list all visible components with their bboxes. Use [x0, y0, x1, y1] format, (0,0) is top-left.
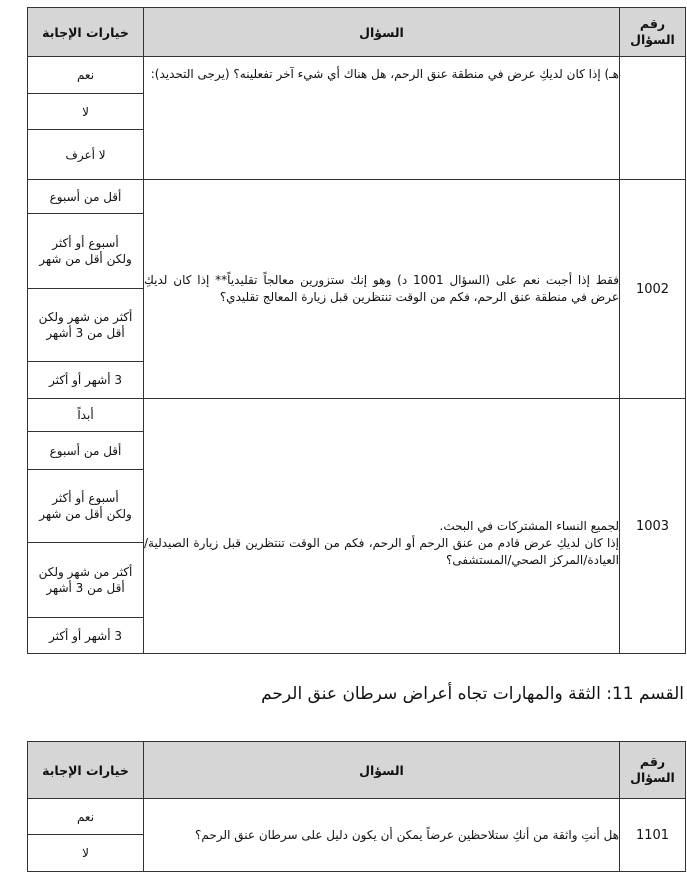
header-question-number: رقم السؤال — [620, 742, 686, 799]
question-number: 1003 — [620, 399, 686, 654]
header-question: السؤال — [144, 8, 620, 57]
questionnaire-table-1 — [27, 7, 686, 654]
answer-option: أكثر من شهر ولكن أقل من 3 أشهر — [28, 543, 143, 618]
answer-option: 3 أشهر أو أكثر — [48, 373, 123, 387]
section-title: القسم 11: الثقة والمهارات تجاه أعراض سرطان عنق الرحم — [261, 684, 684, 704]
answer-option: 3 أشهر أو أكثر — [48, 628, 123, 643]
answer-option: نعم — [28, 799, 143, 835]
answer-option: أبداً — [28, 399, 143, 432]
answer-option: أقل من أسبوع — [28, 432, 143, 470]
question-number: 1101 — [620, 799, 686, 872]
answer-option: لا أعرف — [65, 147, 106, 162]
question-body: إذا كان لديكِ عرض قادم من عنق الرحم أو الرحم، فكم من الوقت تنتظرين قبل زيارة الصيدلية/العيادة/المركز الصحي/المستشفى؟ — [144, 535, 619, 567]
answer-options — [28, 180, 144, 399]
question-text — [144, 399, 620, 654]
question-text: فقط إذا أجبت نعم على (السؤال 1001 د) وهو إنك ستزورين معالجاً تقليدياً** إذا كان لديكِ عرض في منطقة عنق الرحم، فكم من الوقت تنتظرين قبل زيارة المعالج تقليدي؟ — [144, 180, 620, 399]
header-answer-options: خيارات الإجابة — [28, 8, 144, 57]
question-text: هل أنتِ واثقة من أنكِ ستلاحظين عرضاً يمكن أن يكون دليل على سرطان عنق الرحم؟ — [144, 799, 620, 872]
answer-option: لا — [28, 94, 143, 130]
questionnaire-table-2 — [27, 741, 686, 872]
question-subheading: لجميع النساء المشتركات في البحث. — [439, 518, 619, 533]
table-row — [28, 180, 686, 399]
table-header-row — [28, 742, 686, 799]
answer-options — [28, 57, 144, 180]
header-answer-options: خيارات الإجابة — [28, 742, 144, 799]
table-row — [28, 799, 686, 872]
answer-option: أسبوع أو أكثر ولكن أقل من شهر — [28, 214, 143, 289]
question-text: هـ) إذا كان لديكِ عرض في منطقة عنق الرحم، هل هناك أي شيء آخر تفعلينه؟ (يرجى التحديد): — [144, 57, 620, 180]
header-question: السؤال — [144, 742, 620, 799]
table-row — [28, 399, 686, 654]
answer-options — [28, 799, 144, 872]
answer-option: نعم — [28, 57, 143, 94]
header-question-number: رقم السؤال — [620, 8, 686, 57]
question-number: 1002 — [620, 180, 686, 399]
table-header-row — [28, 8, 686, 57]
table-row — [28, 57, 686, 180]
answer-option: أقل من أسبوع — [28, 180, 143, 214]
answer-option: أسبوع أو أكثر ولكن أقل من شهر — [28, 470, 143, 543]
answer-option: لا — [82, 846, 89, 860]
answer-options — [28, 399, 144, 654]
question-number — [620, 57, 686, 180]
answer-option: أكثر من شهر ولكن أقل من 3 أشهر — [28, 289, 143, 362]
